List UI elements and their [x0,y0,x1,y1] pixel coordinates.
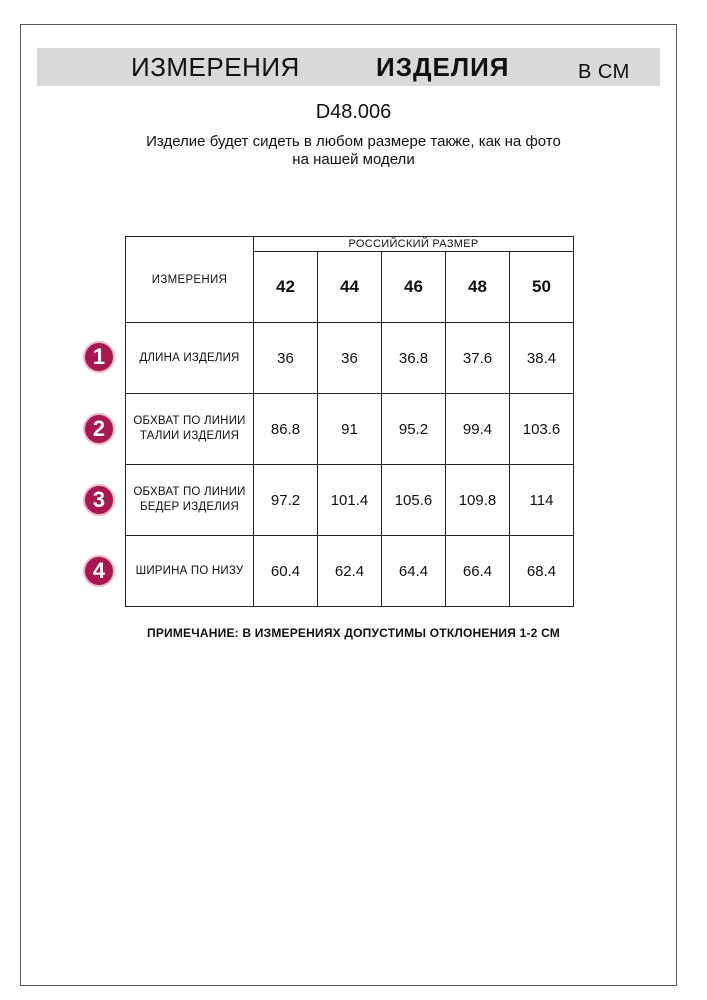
table-cell: 64.4 [382,536,446,607]
table-cell: 103.6 [510,394,574,465]
size-header: 50 [510,252,574,323]
table-cell: 109.8 [446,465,510,536]
table-row [126,323,574,394]
row-label [126,465,254,536]
header-unit: В СМ [578,61,630,83]
table-cell: 60.4 [254,536,318,607]
table-cell: 68.4 [510,536,574,607]
row-label [126,394,254,465]
table-cell: 37.6 [446,323,510,394]
table-cell: 101.4 [318,465,382,536]
table-row [126,465,574,536]
table-row [126,394,574,465]
row-label-line: ДЛИНА ИЗДЕЛИЯ [139,351,240,364]
header-banner [37,48,660,86]
row-label-line: ОБХВАТ ПО ЛИНИИ [133,486,246,498]
table-cell: 114 [510,465,574,536]
measurements-header: ИЗМЕРЕНИЯ [126,237,254,323]
row-number-badge: 3 [83,484,115,516]
row-number-badge: 2 [83,413,115,445]
header-word-product: ИЗДЕЛИЯ [376,52,510,82]
row-label-line: ШИРИНА ПО НИЗУ [135,564,244,577]
row-label [126,323,254,394]
size-table [125,236,574,607]
table-cell: 36 [318,323,382,394]
row-label-line: БЕДЕР ИЗДЕЛИЯ [140,501,239,513]
table-cell: 66.4 [446,536,510,607]
table-cell: 99.4 [446,394,510,465]
size-header: 46 [382,252,446,323]
fit-description [0,133,707,169]
size-header: 42 [254,252,318,323]
row-label-line: ТАЛИИ ИЗДЕЛИЯ [139,430,240,442]
table-cell: 97.2 [254,465,318,536]
fit-description-line-1: Изделие будет сидеть в любом размере также, как на фото [146,133,561,150]
table-cell: 38.4 [510,323,574,394]
size-header: 48 [446,252,510,323]
table-cell: 95.2 [382,394,446,465]
table-cell: 105.6 [382,465,446,536]
table-cell: 36.8 [382,323,446,394]
row-label [126,536,254,607]
row-number-badge: 1 [83,341,115,373]
size-header: 44 [318,252,382,323]
article-number: D48.006 [315,101,392,123]
table-cell: 86.8 [254,394,318,465]
row-number-badge: 4 [83,555,115,587]
table-cell: 62.4 [318,536,382,607]
table-cell: 91 [318,394,382,465]
fit-description-line-2: на нашей модели [292,151,415,168]
russian-size-header: РОССИЙСКИЙ РАЗМЕР [254,237,574,252]
header-word-measurements: ИЗМЕРЕНИЯ [131,52,300,82]
row-label-line: ОБХВАТ ПО ЛИНИИ [133,415,246,427]
tolerance-note: ПРИМЕЧАНИЕ: В ИЗМЕРЕНИЯХ ДОПУСТИМЫ ОТКЛОНЕНИЯ 1-2 СМ [147,626,560,640]
table-row [126,536,574,607]
table-cell: 36 [254,323,318,394]
